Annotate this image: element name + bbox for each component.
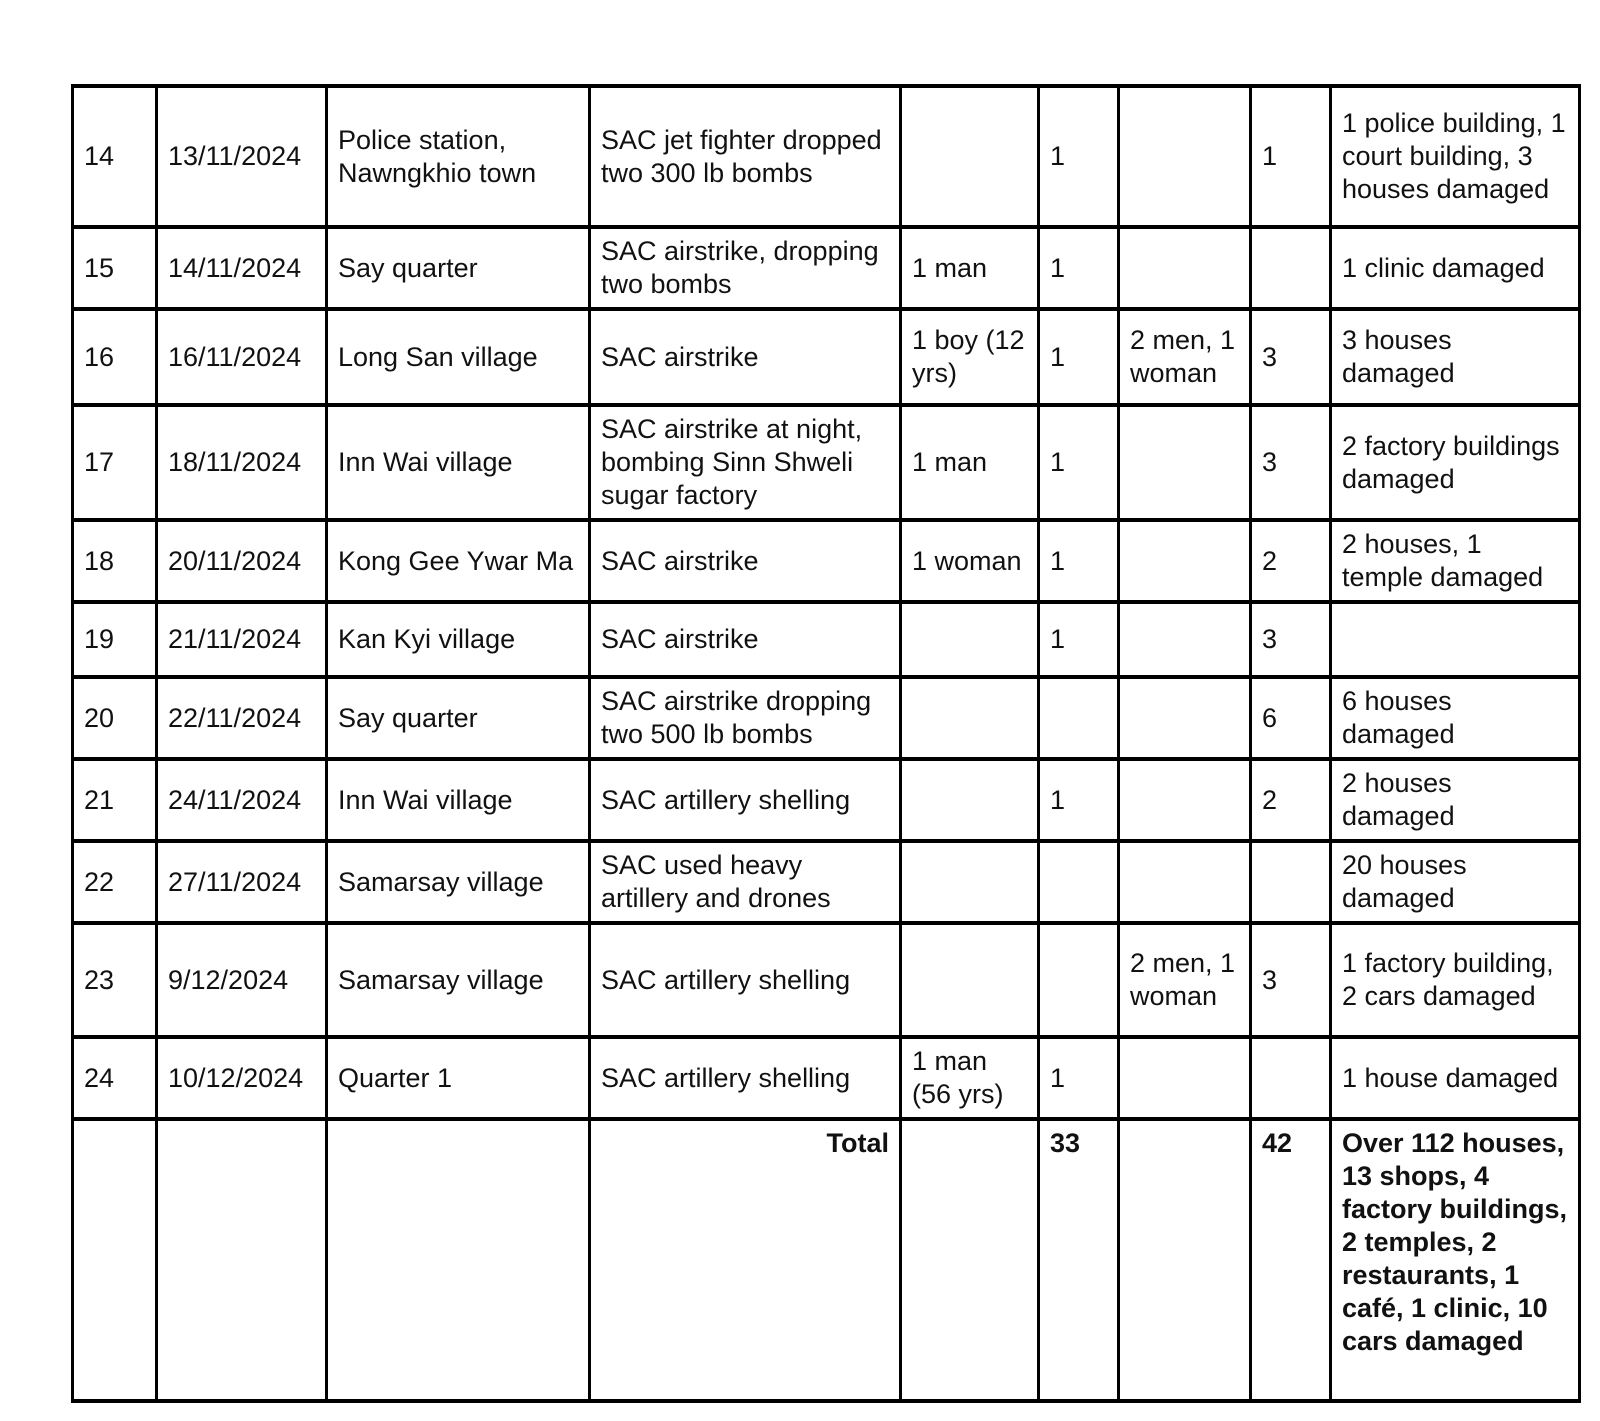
cell-damage: 6 houses damaged (1331, 677, 1580, 759)
cell-injured-count: 2 (1251, 520, 1331, 602)
cell-killed-detail (901, 923, 1039, 1037)
cell-date: 27/11/2024 (157, 841, 327, 923)
cell-date: 21/11/2024 (157, 602, 327, 677)
cell-killed-detail (901, 759, 1039, 841)
cell-injured-detail: 2 men, 1 woman (1119, 923, 1251, 1037)
document-page (71, 84, 1581, 1403)
cell-description: SAC airstrike at night, bombing Sinn Shweli sugar factory (590, 405, 901, 520)
cell-date: 10/12/2024 (157, 1037, 327, 1119)
cell-row-number: 16 (73, 309, 157, 405)
cell-killed-count: 1 (1039, 602, 1119, 677)
cell-date: 20/11/2024 (157, 520, 327, 602)
cell-date: 14/11/2024 (157, 227, 327, 309)
total-injured-count: 42 (1251, 1119, 1331, 1401)
cell-injured-detail (1119, 520, 1251, 602)
table-row (73, 405, 1580, 520)
cell-killed-detail (901, 86, 1039, 227)
cell-location: Kong Gee Ywar Ma (327, 520, 590, 602)
cell-date: 24/11/2024 (157, 759, 327, 841)
cell-injured-count (1251, 1037, 1331, 1119)
cell-damage (1331, 602, 1580, 677)
table-row (73, 309, 1580, 405)
table-row (73, 759, 1580, 841)
cell-killed-detail (901, 602, 1039, 677)
cell-killed-detail: 1 boy (12 yrs) (901, 309, 1039, 405)
cell-damage: 1 factory building, 2 cars damaged (1331, 923, 1580, 1037)
cell-injured-detail (1119, 227, 1251, 309)
cell-killed-count: 1 (1039, 405, 1119, 520)
cell-injured-detail (1119, 841, 1251, 923)
cell-location: Say quarter (327, 677, 590, 759)
cell-injured-count: 2 (1251, 759, 1331, 841)
cell-killed-count: 1 (1039, 759, 1119, 841)
total-label: Total (590, 1119, 901, 1401)
table-row (73, 923, 1580, 1037)
cell-description: SAC artillery shelling (590, 759, 901, 841)
total-damage: Over 112 houses, 13 shops, 4 factory buildings, 2 temples, 2 restaurants, 1 café, 1 clinic, 10 cars damaged (1331, 1119, 1580, 1401)
cell-location: Kan Kyi village (327, 602, 590, 677)
incidents-table-body (73, 86, 1580, 1119)
cell-killed-detail: 1 woman (901, 520, 1039, 602)
cell-killed-count: 1 (1039, 520, 1119, 602)
cell-row-number: 19 (73, 602, 157, 677)
table-row (73, 86, 1580, 227)
cell-injured-detail (1119, 677, 1251, 759)
cell-description: SAC airstrike, dropping two bombs (590, 227, 901, 309)
incidents-table-total (73, 1119, 1580, 1401)
cell-row-number: 14 (73, 86, 157, 227)
cell-killed-detail (901, 841, 1039, 923)
cell-killed-count: 1 (1039, 227, 1119, 309)
cell-injured-count (1251, 227, 1331, 309)
cell-location: Inn Wai village (327, 405, 590, 520)
cell-damage: 2 houses, 1 temple damaged (1331, 520, 1580, 602)
cell-date: 22/11/2024 (157, 677, 327, 759)
total-cell-location (327, 1119, 590, 1401)
table-row (73, 602, 1580, 677)
cell-injured-count: 6 (1251, 677, 1331, 759)
cell-date: 13/11/2024 (157, 86, 327, 227)
cell-killed-count: 1 (1039, 309, 1119, 405)
cell-description: SAC airstrike dropping two 500 lb bombs (590, 677, 901, 759)
cell-killed-detail: 1 man (901, 227, 1039, 309)
cell-description: SAC artillery shelling (590, 923, 901, 1037)
cell-row-number: 20 (73, 677, 157, 759)
cell-injured-detail (1119, 602, 1251, 677)
cell-damage: 2 factory buildings damaged (1331, 405, 1580, 520)
table-row (73, 520, 1580, 602)
total-row (73, 1119, 1580, 1401)
cell-injured-count: 3 (1251, 602, 1331, 677)
cell-row-number: 18 (73, 520, 157, 602)
cell-description: SAC airstrike (590, 520, 901, 602)
cell-description: SAC artillery shelling (590, 1037, 901, 1119)
cell-row-number: 17 (73, 405, 157, 520)
cell-row-number: 23 (73, 923, 157, 1037)
total-cell-no (73, 1119, 157, 1401)
cell-killed-count: 1 (1039, 86, 1119, 227)
cell-injured-detail (1119, 1037, 1251, 1119)
cell-location: Quarter 1 (327, 1037, 590, 1119)
total-cell-killed-detail (901, 1119, 1039, 1401)
cell-row-number: 22 (73, 841, 157, 923)
cell-injured-count: 3 (1251, 923, 1331, 1037)
cell-injured-count: 3 (1251, 405, 1331, 520)
cell-row-number: 15 (73, 227, 157, 309)
total-cell-injured-detail (1119, 1119, 1251, 1401)
cell-description: SAC airstrike (590, 602, 901, 677)
cell-damage: 20 houses damaged (1331, 841, 1580, 923)
cell-damage: 3 houses damaged (1331, 309, 1580, 405)
cell-location: Samarsay village (327, 841, 590, 923)
cell-date: 16/11/2024 (157, 309, 327, 405)
table-row (73, 677, 1580, 759)
cell-injured-count: 1 (1251, 86, 1331, 227)
cell-description: SAC airstrike (590, 309, 901, 405)
cell-killed-count: 1 (1039, 1037, 1119, 1119)
cell-killed-count (1039, 677, 1119, 759)
cell-injured-count (1251, 841, 1331, 923)
cell-killed-detail: 1 man (56 yrs) (901, 1037, 1039, 1119)
cell-killed-count (1039, 841, 1119, 923)
table-row (73, 227, 1580, 309)
total-killed-count: 33 (1039, 1119, 1119, 1401)
cell-location: Long San village (327, 309, 590, 405)
cell-injured-detail: 2 men, 1 woman (1119, 309, 1251, 405)
table-row (73, 841, 1580, 923)
cell-row-number: 24 (73, 1037, 157, 1119)
cell-damage: 1 police building, 1 court building, 3 houses damaged (1331, 86, 1580, 227)
cell-location: Police station, Nawngkhio town (327, 86, 590, 227)
total-cell-date (157, 1119, 327, 1401)
cell-injured-count: 3 (1251, 309, 1331, 405)
cell-killed-count (1039, 923, 1119, 1037)
cell-killed-detail: 1 man (901, 405, 1039, 520)
cell-location: Say quarter (327, 227, 590, 309)
cell-damage: 1 clinic damaged (1331, 227, 1580, 309)
cell-injured-detail (1119, 759, 1251, 841)
table-row (73, 1037, 1580, 1119)
cell-location: Samarsay village (327, 923, 590, 1037)
cell-location: Inn Wai village (327, 759, 590, 841)
cell-description: SAC jet fighter dropped two 300 lb bombs (590, 86, 901, 227)
cell-date: 9/12/2024 (157, 923, 327, 1037)
cell-damage: 2 houses damaged (1331, 759, 1580, 841)
cell-injured-detail (1119, 86, 1251, 227)
cell-row-number: 21 (73, 759, 157, 841)
cell-description: SAC used heavy artillery and drones (590, 841, 901, 923)
incidents-table (71, 84, 1581, 1403)
cell-injured-detail (1119, 405, 1251, 520)
cell-killed-detail (901, 677, 1039, 759)
cell-damage: 1 house damaged (1331, 1037, 1580, 1119)
cell-date: 18/11/2024 (157, 405, 327, 520)
